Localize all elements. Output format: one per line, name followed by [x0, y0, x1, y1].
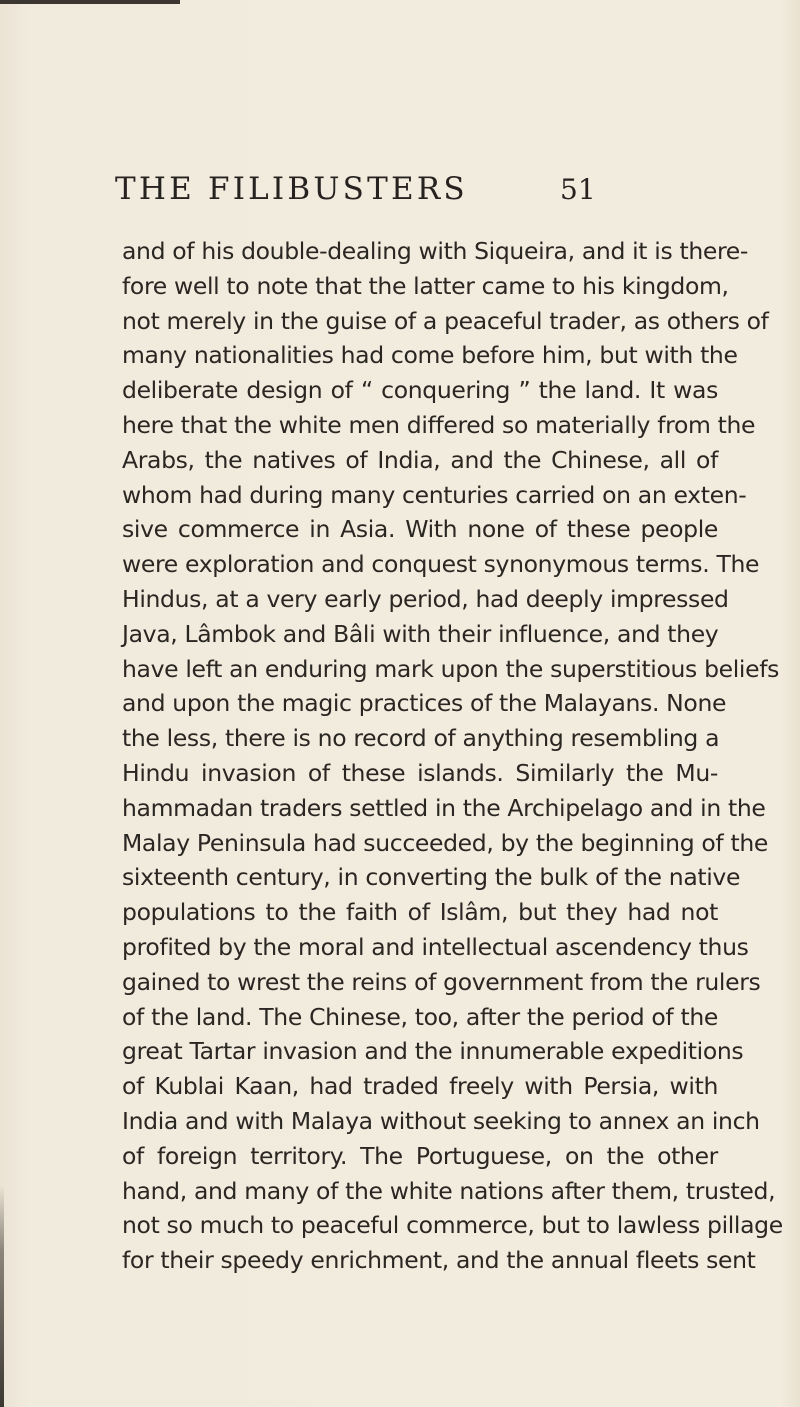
text-line: have left an enduring mark upon the superstitious beliefs	[122, 654, 780, 683]
text-line: hammadan traders settled in the Archipelago and in the	[122, 793, 766, 822]
text-line: of foreign territory. The Portuguese, on the other	[122, 1141, 718, 1170]
text-line: here that the white men differed so materially from the	[122, 410, 756, 439]
body-text	[122, 234, 783, 1278]
text-line: were exploration and conquest synonymous terms. The	[122, 550, 760, 579]
text-line: many nationalities had come before him, but with the	[122, 341, 738, 370]
page-number: 51	[560, 173, 596, 206]
running-head-title: THE FILIBUSTERS	[115, 171, 468, 207]
text-line: Arabs, the natives of India, and the Chinese, all of	[122, 445, 718, 474]
text-line: of Kublai Kaan, had traded freely with Persia, with	[122, 1072, 718, 1101]
text-line: Java, Lâmbok and Bâli with their influence, and they	[122, 619, 719, 648]
scan-edge-shadow	[0, 0, 180, 4]
text-line: profited by the moral and intellectual ascendency thus	[122, 932, 749, 961]
binding-edge-shadow	[0, 1185, 4, 1407]
text-line: for their speedy enrichment, and the annual fleets sent	[122, 1246, 756, 1275]
text-line: hand, and many of the white nations after them, trusted,	[122, 1176, 776, 1205]
text-line: India and with Malaya without seeking to annex an inch	[122, 1106, 760, 1135]
text-line: sive commerce in Asia. With none of these people	[122, 515, 718, 544]
text-line: great Tartar invasion and the innumerable expeditions	[122, 1037, 744, 1066]
text-line: and of his double-dealing with Siqueira, and it is there-	[122, 237, 749, 265]
text-line: Malay Peninsula had succeeded, by the beginning of the	[122, 828, 768, 857]
text-line: sixteenth century, in converting the bulk of the native	[122, 863, 741, 892]
text-line: of the land. The Chinese, too, after the period of the	[122, 1002, 718, 1031]
running-head	[0, 171, 800, 221]
text-line: deliberate design of “ conquering ” the land. It was	[122, 376, 718, 405]
text-line: Hindus, at a very early period, had deeply impressed	[122, 584, 729, 613]
text-line: not merely in the guise of a peaceful trader, as others of	[122, 306, 769, 335]
text-line: and upon the magic practices of the Malayans. None	[122, 689, 727, 718]
text-line: not so much to peaceful commerce, but to lawless pillage	[122, 1211, 783, 1240]
text-line: fore well to note that the latter came to his kingdom,	[122, 271, 729, 300]
text-line: whom had during many centuries carried on an exten-	[122, 480, 747, 509]
text-line: Hindu invasion of these islands. Similarly the Mu-	[122, 758, 718, 787]
text-line: populations to the faith of Islâm, but they had not	[122, 898, 718, 927]
text-line: the less, there is no record of anything resembling a	[122, 724, 720, 753]
text-line: gained to wrest the reins of government from the rulers	[122, 967, 761, 996]
